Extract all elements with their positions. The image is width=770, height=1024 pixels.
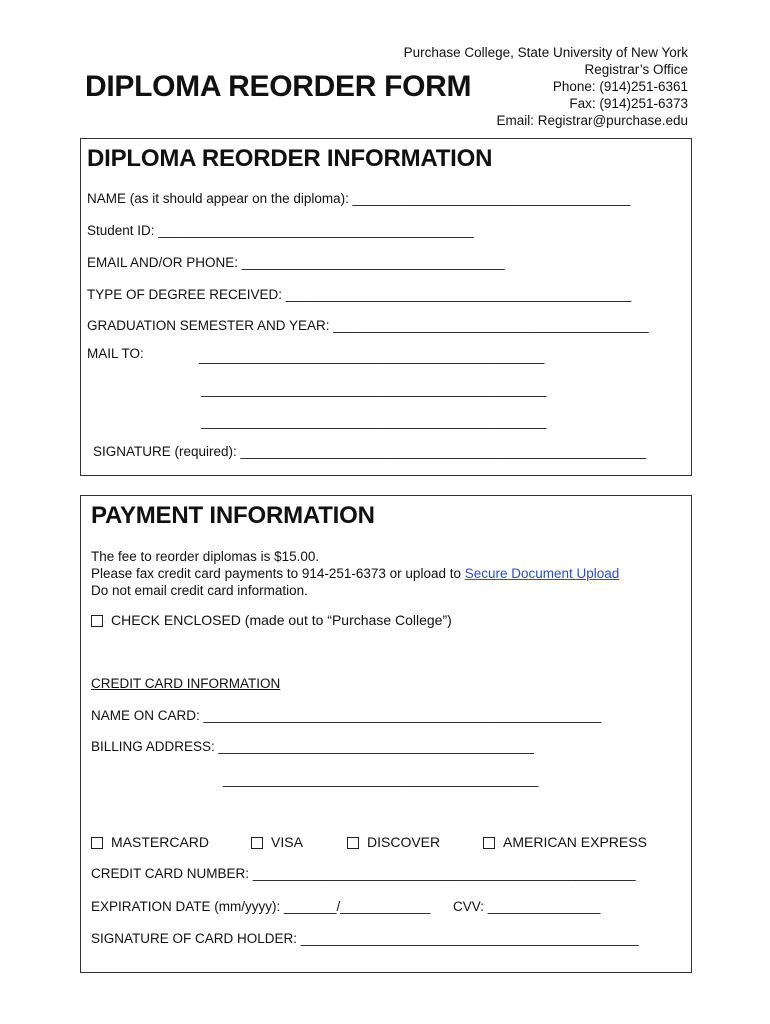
- contact-block: [404, 44, 688, 129]
- amex-label: AMERICAN EXPRESS: [503, 834, 647, 850]
- phone-number: Phone: (914)251-6361: [552, 79, 688, 94]
- discover-label: DISCOVER: [367, 834, 441, 850]
- visa-checkbox[interactable]: [251, 837, 263, 849]
- student-id-field[interactable]: Student ID: __________________________________________: [87, 223, 474, 238]
- mastercard-option[interactable]: [91, 834, 209, 850]
- mastercard-label: MASTERCARD: [111, 834, 210, 850]
- billing-address-field[interactable]: BILLING ADDRESS: __________________________________________: [91, 739, 534, 754]
- expiration-field[interactable]: EXPIRATION DATE (mm/yyyy): _______/____________: [91, 899, 431, 914]
- mail-to-label: MAIL TO:: [87, 346, 144, 361]
- mail-address-line-1[interactable]: ______________________________________________: [199, 349, 545, 364]
- fax-instructions-text: Please fax credit card payments to 914-251-6373 or upload to: [91, 566, 465, 581]
- name-on-card-field[interactable]: NAME ON CARD: _____________________________________________________: [91, 708, 602, 723]
- discover-option[interactable]: [347, 834, 440, 850]
- card-number-field[interactable]: CREDIT CARD NUMBER: ___________________________________________________: [91, 866, 636, 881]
- mail-address-line-3[interactable]: ______________________________________________: [201, 414, 547, 429]
- degree-field[interactable]: TYPE OF DEGREE RECEIVED: ______________________________________________: [87, 287, 632, 302]
- check-enclosed-checkbox[interactable]: [91, 615, 103, 627]
- fax-instructions: [91, 566, 619, 581]
- check-enclosed-option[interactable]: [91, 612, 452, 628]
- mastercard-checkbox[interactable]: [91, 837, 103, 849]
- mail-address-line-2[interactable]: ______________________________________________: [201, 382, 547, 397]
- discover-checkbox[interactable]: [347, 837, 359, 849]
- billing-address-line-2[interactable]: __________________________________________: [223, 772, 539, 787]
- credit-card-heading: CREDIT CARD INFORMATION: [91, 676, 281, 691]
- name-field[interactable]: NAME (as it should appear on the diploma): _____________________________________: [87, 191, 631, 206]
- amex-checkbox[interactable]: [483, 837, 495, 849]
- visa-label: VISA: [271, 834, 303, 850]
- form-title: DIPLOMA REORDER FORM: [85, 70, 472, 103]
- signature-field[interactable]: SIGNATURE (required): ______________________________________________________: [93, 444, 646, 459]
- office-name: Registrar’s Office: [584, 62, 688, 77]
- payment-info-section: [80, 495, 692, 973]
- graduation-field[interactable]: GRADUATION SEMESTER AND YEAR: __________________________________________: [87, 318, 649, 333]
- reorder-info-title: DIPLOMA REORDER INFORMATION: [87, 145, 493, 172]
- payment-info-title: PAYMENT INFORMATION: [91, 502, 375, 529]
- secure-upload-link[interactable]: Secure Document Upload: [464, 566, 620, 581]
- check-enclosed-label: CHECK ENCLOSED (made out to “Purchase College”): [111, 612, 452, 628]
- email-phone-field[interactable]: EMAIL AND/OR PHONE: ___________________________________: [87, 255, 505, 270]
- reorder-info-section: [80, 138, 692, 476]
- fax-number: Fax: (914)251-6373: [569, 96, 688, 111]
- amex-option[interactable]: [483, 834, 647, 850]
- cardholder-signature-field[interactable]: SIGNATURE OF CARD HOLDER: _____________________________________________: [91, 931, 639, 946]
- institution-name: Purchase College, State University of New York: [403, 45, 688, 60]
- email-address: Email: Registrar@purchase.edu: [496, 113, 688, 128]
- no-email-warning: Do not email credit card information.: [91, 583, 308, 598]
- visa-option[interactable]: [251, 834, 303, 850]
- fee-text: The fee to reorder diplomas is $15.00.: [91, 549, 320, 564]
- cvv-field[interactable]: CVV: _______________: [453, 899, 601, 914]
